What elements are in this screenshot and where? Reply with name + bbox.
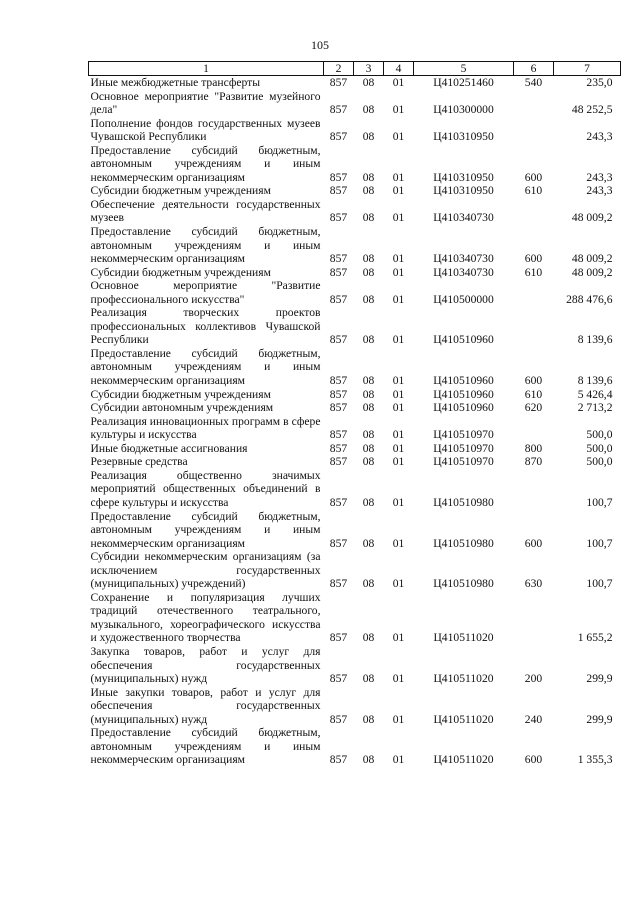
table-row	[89, 198, 621, 225]
row-expense-type: 870	[524, 455, 543, 469]
row-subsection: 01	[392, 387, 405, 401]
row-subsection: 01	[392, 712, 405, 726]
row-chapter: 857	[329, 76, 348, 89]
row-name: Реализация творческих проектов профессиональных коллективов Чувашской Республики	[90, 306, 321, 347]
table-row	[89, 469, 621, 510]
table-row	[89, 266, 621, 280]
row-expense-type: 610	[524, 387, 543, 401]
row-target-article: Ц410511020	[433, 712, 494, 726]
row-name: Резервные средства	[90, 455, 188, 469]
row-section: 08	[362, 536, 375, 550]
row-subsection: 01	[392, 631, 405, 645]
row-subsection: 01	[392, 672, 405, 686]
row-target-article: Ц410340730	[433, 265, 494, 279]
row-subsection: 01	[392, 211, 405, 225]
row-target-article: Ц410510970	[433, 455, 494, 469]
row-expense-type: 200	[524, 672, 543, 686]
row-chapter: 857	[329, 455, 348, 469]
row-section: 08	[362, 401, 375, 415]
row-expense-type: 620	[524, 401, 543, 415]
table-row	[89, 388, 621, 402]
row-expense-type: 240	[524, 712, 543, 726]
row-target-article: Ц410310950	[433, 184, 494, 198]
row-chapter: 857	[329, 536, 348, 550]
row-name: Субсидии бюджетным учреждениям	[90, 184, 271, 198]
row-subsection: 01	[392, 495, 405, 509]
row-target-article: Ц410510980	[433, 495, 494, 509]
row-chapter: 857	[329, 631, 348, 645]
row-expense-type	[514, 469, 554, 510]
row-expense-type: 600	[524, 374, 543, 388]
row-target-article: Ц410510960	[433, 401, 494, 415]
table-row	[89, 510, 621, 551]
row-target-article: Ц410511020	[433, 631, 494, 645]
row-subsection: 01	[392, 753, 405, 767]
row-section: 08	[362, 495, 375, 509]
row-subsection: 01	[392, 103, 405, 117]
table-row	[89, 686, 621, 727]
table-row	[89, 442, 621, 456]
row-name: Иные бюджетные ассигнования	[90, 441, 248, 455]
table-body	[89, 76, 621, 767]
row-expense-type: 600	[524, 252, 543, 266]
row-amount: 243,3	[586, 130, 613, 144]
row-target-article: Ц410500000	[433, 292, 494, 306]
row-section: 08	[362, 428, 375, 442]
row-amount: 48 009,2	[571, 265, 613, 279]
row-name: Обеспечение деятельности государственных музеев	[90, 197, 321, 225]
row-amount: 100,7	[586, 536, 613, 550]
table-row	[89, 279, 621, 306]
header-row	[89, 62, 621, 76]
row-name: Реализация общественно значимых мероприятий общественных объединений в сфере культуры и искусства	[90, 468, 321, 509]
row-target-article: Ц410511020	[433, 672, 494, 686]
row-chapter: 857	[329, 374, 348, 388]
row-name: Предоставление субсидий бюджетным, автономным учреждениям и иным некоммерческим организациям	[90, 726, 321, 767]
row-chapter: 857	[329, 170, 348, 184]
row-chapter: 857	[329, 672, 348, 686]
table-row	[89, 550, 621, 591]
row-chapter: 857	[329, 577, 348, 591]
row-expense-type	[514, 591, 554, 645]
table-row	[89, 591, 621, 645]
row-section: 08	[362, 577, 375, 591]
page-number: 105	[311, 38, 329, 52]
row-amount: 288 476,6	[566, 292, 613, 306]
row-expense-type: 630	[524, 577, 543, 591]
row-amount: 5 426,4	[577, 387, 613, 401]
row-name: Предоставление субсидий бюджетным, автономным учреждениям и иным некоммерческим организациям	[90, 225, 321, 266]
row-chapter: 857	[329, 712, 348, 726]
row-target-article: Ц410510970	[433, 441, 494, 455]
row-section: 08	[362, 712, 375, 726]
row-section: 08	[362, 184, 375, 198]
row-target-article: Ц410510960	[433, 374, 494, 388]
row-expense-type	[514, 198, 554, 225]
row-section: 08	[362, 292, 375, 306]
row-amount: 48 009,2	[571, 252, 613, 266]
row-amount: 8 139,6	[577, 374, 613, 388]
row-target-article: Ц410510960	[433, 333, 494, 347]
row-amount: 1 655,2	[577, 631, 613, 645]
table-row	[89, 645, 621, 686]
row-subsection: 01	[392, 374, 405, 388]
row-name: Субсидии бюджетным учреждениям	[90, 387, 271, 401]
row-target-article: Ц410510980	[433, 577, 494, 591]
row-target-article: Ц410340730	[433, 211, 494, 225]
row-name: Реализация инновационных программ в сфере культуры и искусства	[90, 414, 321, 442]
row-subsection: 01	[392, 265, 405, 279]
row-chapter: 857	[329, 495, 348, 509]
row-section: 08	[362, 387, 375, 401]
row-expense-type: 600	[524, 170, 543, 184]
row-expense-type	[514, 306, 554, 347]
row-name: Предоставление субсидий бюджетным, автономным учреждениям и иным некоммерческим организациям	[90, 509, 321, 550]
row-section: 08	[362, 265, 375, 279]
row-target-article: Ц410310950	[433, 130, 494, 144]
table-header	[89, 62, 621, 76]
row-chapter: 857	[329, 292, 348, 306]
row-name: Пополнение фондов государственных музеев Чувашской Республики	[90, 116, 321, 144]
row-expense-type: 610	[524, 184, 543, 198]
row-section: 08	[362, 333, 375, 347]
row-section: 08	[362, 374, 375, 388]
row-expense-type	[514, 117, 554, 144]
row-subsection: 01	[392, 455, 405, 469]
row-section: 08	[362, 211, 375, 225]
row-amount: 243,3	[586, 170, 613, 184]
header-col-4: 4	[384, 62, 414, 76]
row-chapter: 857	[329, 184, 348, 198]
row-amount: 500,0	[586, 428, 613, 442]
row-chapter: 857	[329, 265, 348, 279]
row-amount: 8 139,6	[577, 333, 613, 347]
row-chapter: 857	[329, 401, 348, 415]
row-name: Субсидии бюджетным учреждениям	[90, 265, 271, 279]
row-amount: 100,7	[586, 577, 613, 591]
row-name: Основное мероприятие "Развитие музейного дела"	[90, 89, 321, 117]
row-target-article: Ц410510980	[433, 536, 494, 550]
table-row	[89, 76, 621, 90]
table-row	[89, 184, 621, 198]
row-target-article: Ц410251460	[433, 76, 494, 89]
header-col-2: 2	[324, 62, 354, 76]
row-amount: 100,7	[586, 495, 613, 509]
row-expense-type: 610	[524, 265, 543, 279]
table-row	[89, 144, 621, 185]
row-name: Иные межбюджетные трансферты	[90, 76, 261, 89]
table-row	[89, 117, 621, 144]
row-chapter: 857	[329, 428, 348, 442]
row-section: 08	[362, 76, 375, 89]
row-chapter: 857	[329, 387, 348, 401]
row-name: Предоставление субсидий бюджетным, автономным учреждениям и иным некоммерческим организациям	[90, 143, 321, 184]
row-section: 08	[362, 170, 375, 184]
row-section: 08	[362, 455, 375, 469]
row-section: 08	[362, 753, 375, 767]
row-name: Основное мероприятие "Развитие профессионального искусства"	[90, 279, 321, 306]
header-col-3: 3	[354, 62, 384, 76]
row-section: 08	[362, 631, 375, 645]
row-name: Предоставление субсидий бюджетным, автономным учреждениям и иным некоммерческим организациям	[90, 346, 321, 388]
row-target-article: Ц410510970	[433, 428, 494, 442]
row-subsection: 01	[392, 292, 405, 306]
row-amount: 299,9	[586, 672, 613, 686]
row-target-article: Ц410340730	[433, 252, 494, 266]
row-subsection: 01	[392, 333, 405, 347]
row-section: 08	[362, 103, 375, 117]
row-subsection: 01	[392, 184, 405, 198]
row-expense-type	[514, 90, 554, 117]
row-chapter: 857	[329, 130, 348, 144]
row-name: Иные закупки товаров, работ и услуг для обеспечения государственных (муниципальных) нужд	[90, 685, 321, 726]
table-row	[89, 401, 621, 415]
row-subsection: 01	[392, 252, 405, 266]
row-chapter: 857	[329, 103, 348, 117]
row-chapter: 857	[329, 753, 348, 767]
row-name: Субсидии некоммерческим организациям (за исключением государственных (муниципальных) учреждений)	[90, 550, 321, 591]
table-row	[89, 306, 621, 347]
row-section: 08	[362, 252, 375, 266]
header-col-1: 1	[89, 62, 324, 76]
table-row	[89, 90, 621, 117]
row-subsection: 01	[392, 130, 405, 144]
budget-table	[88, 61, 621, 767]
row-amount: 243,3	[586, 184, 613, 198]
row-amount: 500,0	[586, 455, 613, 469]
row-subsection: 01	[392, 401, 405, 415]
row-expense-type: 800	[524, 441, 543, 455]
row-target-article: Ц410511020	[433, 753, 494, 767]
table-row	[89, 455, 621, 469]
row-name: Закупка товаров, работ и услуг для обеспечения государственных (муниципальных) нужд	[90, 644, 321, 686]
header-col-6: 6	[514, 62, 554, 76]
header-col-5: 5	[414, 62, 514, 76]
header-col-7: 7	[554, 62, 621, 76]
row-target-article: Ц410300000	[433, 103, 494, 117]
row-chapter: 857	[329, 441, 348, 455]
row-amount: 500,0	[586, 441, 613, 455]
table-row	[89, 225, 621, 266]
row-section: 08	[362, 441, 375, 455]
row-expense-type: 600	[524, 536, 543, 550]
row-name: Субсидии автономным учреждениям	[90, 401, 274, 415]
row-subsection: 01	[392, 577, 405, 591]
row-amount: 2 713,2	[577, 401, 613, 415]
row-subsection: 01	[392, 536, 405, 550]
row-subsection: 01	[392, 170, 405, 184]
row-amount: 1 355,3	[577, 753, 613, 767]
row-subsection: 01	[392, 76, 405, 89]
row-amount: 48 252,5	[571, 103, 613, 117]
row-name: Сохранение и популяризация лучших традиций отечественного театрального, музыкального, хореографического искусства и художественного творчества	[90, 590, 321, 645]
row-section: 08	[362, 672, 375, 686]
row-expense-type	[514, 279, 554, 306]
row-chapter: 857	[329, 211, 348, 225]
row-amount: 235,0	[586, 76, 613, 89]
table-row	[89, 415, 621, 442]
row-target-article: Ц410510960	[433, 387, 494, 401]
table-row	[89, 347, 621, 388]
table-row	[89, 726, 621, 767]
row-expense-type: 540	[524, 76, 543, 89]
row-target-article: Ц410310950	[433, 170, 494, 184]
row-section: 08	[362, 130, 375, 144]
row-expense-type: 600	[524, 753, 543, 767]
row-subsection: 01	[392, 428, 405, 442]
row-chapter: 857	[329, 252, 348, 266]
row-subsection: 01	[392, 441, 405, 455]
row-amount: 48 009,2	[571, 211, 613, 225]
row-expense-type	[514, 415, 554, 442]
row-amount: 299,9	[586, 712, 613, 726]
row-chapter: 857	[329, 333, 348, 347]
